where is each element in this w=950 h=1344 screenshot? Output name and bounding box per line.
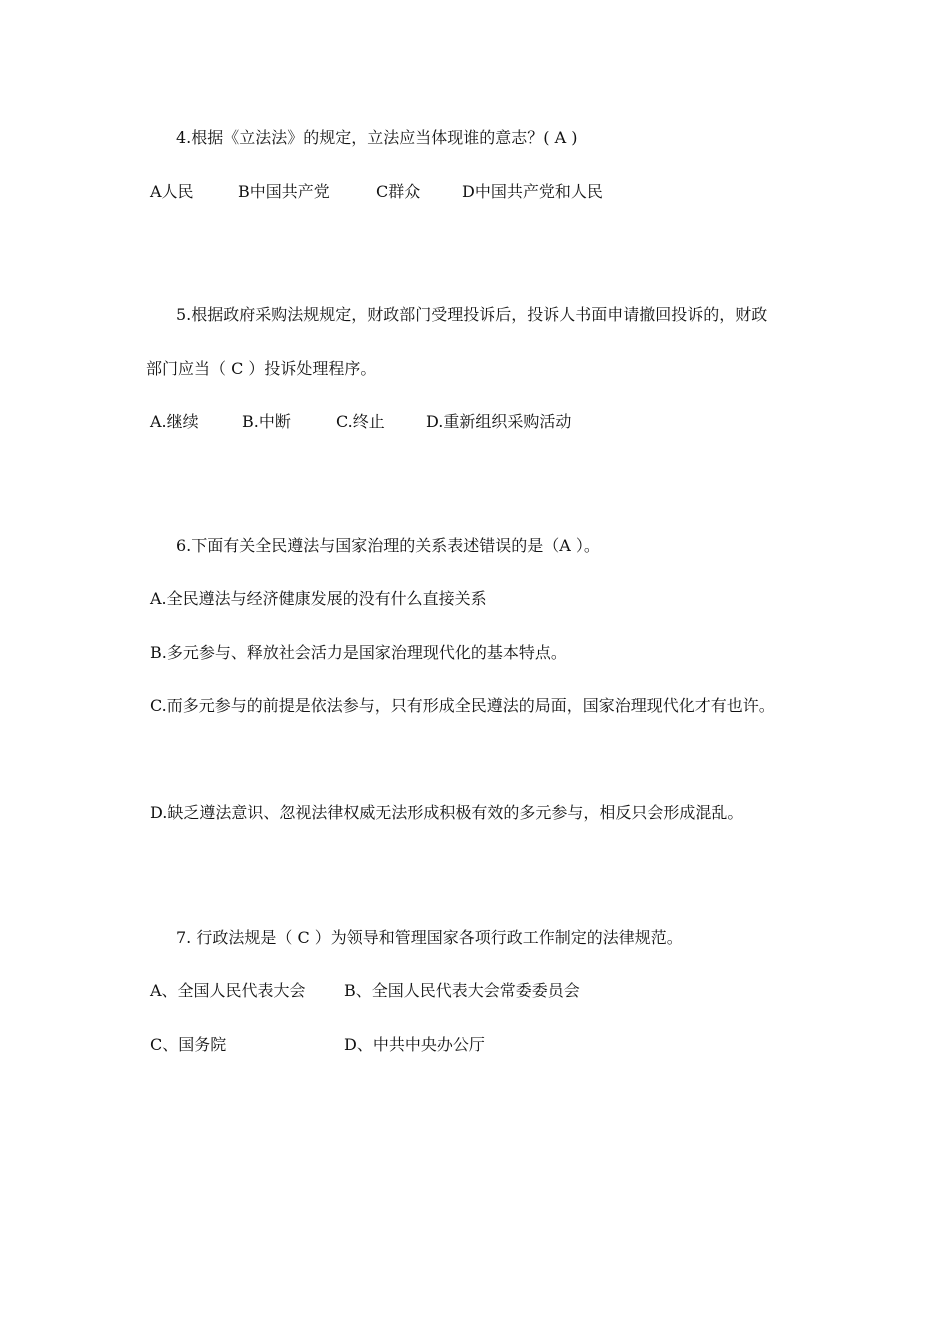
question-5-option-c: C.终止 bbox=[336, 412, 385, 431]
question-5-option-a: A.继续 bbox=[150, 412, 199, 431]
question-4-option-c: C群众 bbox=[376, 182, 421, 201]
question-6-stem: 6.下面有关全民遵法与国家治理的关系表述错误的是（A ）。 bbox=[176, 536, 600, 555]
question-4-stem: 4.根据《立法法》的规定，立法应当体现谁的意志？( A ) bbox=[176, 128, 578, 147]
question-7-option-a: A、全国人民代表大会 bbox=[150, 981, 306, 1000]
question-6-option-b: B.多元参与、释放社会活力是国家治理现代化的基本特点。 bbox=[150, 643, 567, 662]
question-5-stem-line-1: 5.根据政府采购法规规定，财政部门受理投诉后，投诉人书面申请撤回投诉的，财政 bbox=[176, 305, 768, 324]
question-7-option-b: B、全国人民代表大会常委委员会 bbox=[344, 981, 580, 1000]
question-7-option-d: D、中共中央办公厅 bbox=[344, 1035, 485, 1054]
question-7-option-c: C、国务院 bbox=[150, 1035, 227, 1054]
question-5-stem-line-2: 部门应当（ C ）投诉处理程序。 bbox=[146, 359, 377, 378]
question-4-option-a: A人民 bbox=[150, 182, 194, 201]
question-5-option-b: B.中断 bbox=[242, 412, 291, 431]
question-4-option-b: B中国共产党 bbox=[238, 182, 330, 201]
question-6-option-c: C.而多元参与的前提是依法参与，只有形成全民遵法的局面，国家治理现代化才有也许。 bbox=[150, 696, 775, 715]
question-6-option-a: A.全民遵法与经济健康发展的没有什么直接关系 bbox=[150, 589, 487, 608]
question-6-option-d: D.缺乏遵法意识、忽视法律权威无法形成积极有效的多元参与，相反只会形成混乱。 bbox=[150, 803, 744, 822]
question-4-option-d: D中国共产党和人民 bbox=[462, 182, 603, 201]
question-5-option-d: D.重新组织采购活动 bbox=[426, 412, 572, 431]
question-7-stem: 7. 行政法规是（ C ）为领导和管理国家各项行政工作制定的法律规范。 bbox=[176, 928, 683, 947]
